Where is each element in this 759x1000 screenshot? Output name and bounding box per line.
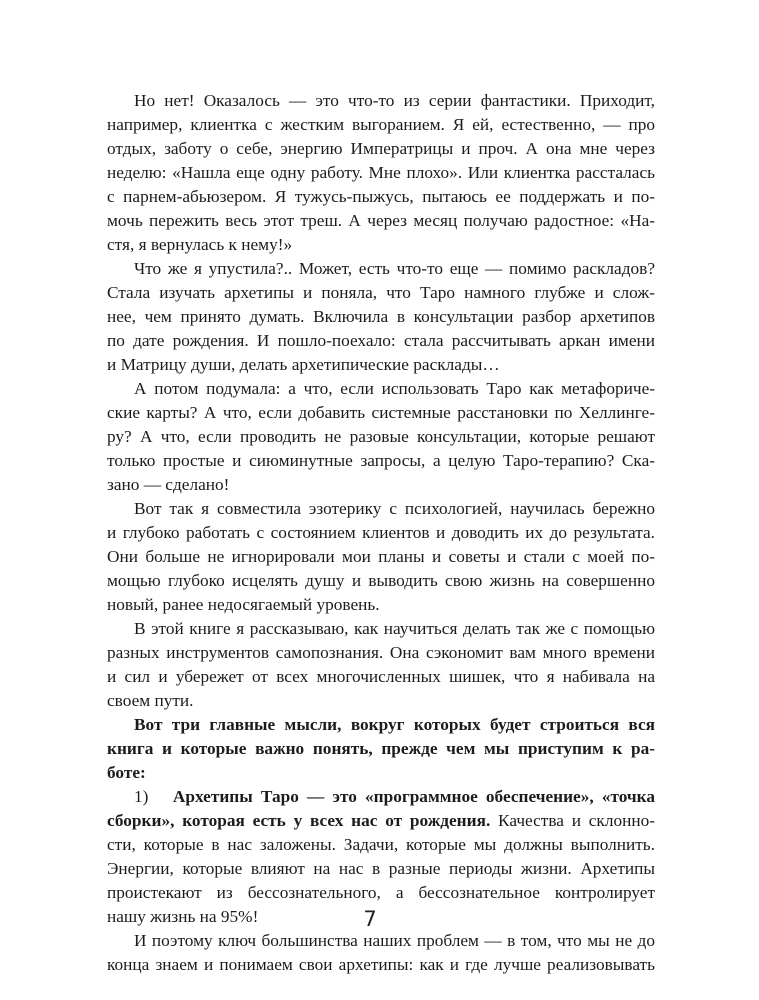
text-line: например, клиентка с жестким выгоранием. Я ей, естественно, — про [107,115,655,134]
text-line: В этой книге я рассказываю, как научиться делать так же с помощью [134,619,655,638]
text-line: по дате рождения. И пошло-поехало: стала рассчитывать аркан имени [107,331,655,350]
text-line: неделю: «Нашла еще одну работу. Мне плохо». Или клиентка рассталась [107,163,655,182]
bold-text-line: книга и которые важно понять, прежде чем мы приступим к ра- [107,739,655,758]
text-line: нее, чем принято думать. Включила в консультации разбор архетипов [107,307,655,326]
text-line: Что же я упустила?.. Может, есть что-то еще — помимо раскладов? [134,259,655,278]
text-line: мощью глубоко исцелять душу и выводить свою жизнь на совершенно [107,571,655,590]
text-line: своем пути. [107,691,194,710]
text-line: Стала изучать архетипы и поняла, что Таро намного глубже и слож- [107,283,655,302]
list-marker: 1) [134,787,149,806]
text-line: новый, ранее недосягаемый уровень. [107,595,380,614]
text-line: только простые и сиюминутные запросы, а целую Таро-терапию? Ска- [107,451,655,470]
bold-text-line: Вот три главные мысли, вокруг которых будет строиться вся [134,715,655,734]
text-line: Но нет! Оказалось — это что-то из серии фантастики. Приходит, [134,91,655,110]
text-line: ские карты? А что, если добавить системные расстановки по Хеллинге- [107,403,655,422]
page-number: 7 [363,907,377,931]
text-line: мочь пережить весь этот треш. А через месяц получаю радостное: «На- [107,211,655,230]
text-line: Вот так я совместила эзотерику с психологией, научилась бережно [134,499,655,518]
text-fragment: Качества и склонно- [498,811,655,830]
text-line: конца знаем и понимаем свои архетипы: как и где лучше реализовывать [107,955,655,974]
text-line: и глубоко работать с состоянием клиентов и доводить их до результата. [107,523,655,542]
text-line: нашу жизнь на 95%! [107,907,259,926]
text-line: проистекают из бессознательного, а бессознательное контролирует [107,883,655,902]
text-line: Энергии, которые влияют на нас в разные периоды жизни. Архетипы [107,859,655,878]
text-line: ру? А что, если проводить не разовые консультации, которые решают [107,427,655,446]
text-line: А потом подумала: а что, если использовать Таро как метафориче- [134,379,655,398]
text-line: разных инструментов самопознания. Она сэкономит вам много времени [107,643,655,662]
text-line: и сил и убережет от всех многочисленных шишек, что я набивала на [107,667,655,686]
text-line: и Матрицу души, делать архетипические расклады… [107,355,500,374]
text-line: стя, я вернулась к нему!» [107,235,293,254]
text-line: И поэтому ключ большинства наших проблем — в том, что мы не до [134,931,655,950]
list-item-line [107,809,655,833]
bold-text-line: боте: [107,763,146,782]
bold-lead: сборки», которая есть у всех нас от рождения. [107,811,491,830]
text-line: зано — сделано! [107,475,230,494]
bold-lead: Архетипы Таро — это «программное обеспечение», «точка [172,787,655,806]
text-line: с парнем-абьюзером. Я тужусь-пыжусь, пытаюсь ее поддержать и по- [107,187,655,206]
list-item-line [134,785,655,809]
text-line: сти, которые в нас заложены. Задачи, которые мы должны выполнить. [107,835,655,854]
text-line: Они больше не игнорировали мои планы и советы и стали с моей по- [107,547,655,566]
text-line: отдых, заботу о себе, энергию Императрицы и проч. А она мне через [107,139,655,158]
